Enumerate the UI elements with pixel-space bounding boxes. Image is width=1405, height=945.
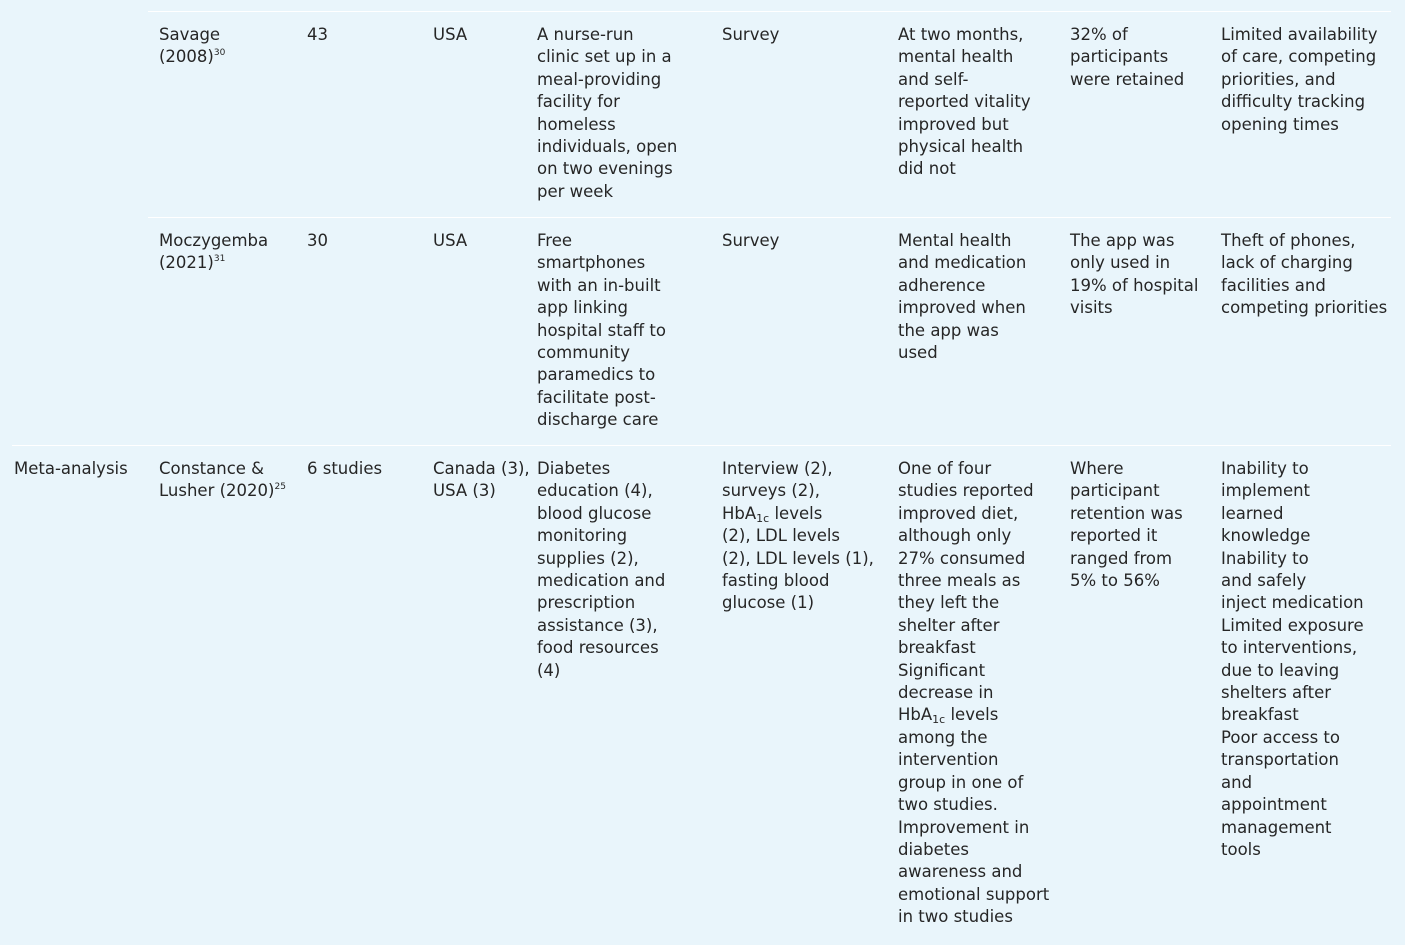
- row-divider: [12, 445, 1391, 446]
- country-cell: USA: [433, 25, 468, 44]
- sample-size-cell: 43: [307, 25, 328, 44]
- reference-number: 30: [213, 48, 226, 59]
- outcomes-cell: Mental health and medication adherence improved when the app was used: [898, 231, 1027, 363]
- barriers-cell: Inability to implement learned knowledge Inability to and safely inject medication Limited exposure to interventions, due to leaving shelters after breakfast Poor access to transportation and appointment management tools: [1221, 459, 1364, 859]
- retention-cell: 32% of participants were retained: [1070, 25, 1185, 89]
- reference-number: 25: [274, 482, 286, 493]
- sample-size-cell: 30: [307, 231, 328, 250]
- study-type-cell: Meta-analysis: [14, 459, 128, 478]
- country-cell: Canada (3), USA (3): [433, 459, 530, 501]
- barriers-cell: Theft of phones, lack of charging facilities and competing priorities: [1221, 231, 1388, 318]
- intervention-cell: Diabetes education (4), blood glucose monitoring supplies (2), medication and prescription assistance (3), food resources (4): [537, 459, 666, 680]
- author-cell: Savage (2008)$^{30}$: [159, 25, 226, 67]
- row-divider: [148, 11, 1391, 12]
- retention-cell: Where participant retention was reported it ranged from 5% to 56%: [1070, 459, 1183, 591]
- retention-cell: The app was only used in 19% of hospital visits: [1070, 231, 1199, 318]
- row-divider: [148, 217, 1391, 218]
- author-cell: Moczygemba (2021)$^{31}$: [159, 231, 269, 273]
- barriers-cell: Limited availability of care, competing priorities, and difficulty tracking opening times: [1221, 25, 1378, 134]
- reference-number: 31: [213, 254, 226, 265]
- outcomes-cell: One of four studies reported improved diet, although only 27% consumed three meals as they left the shelter after breakfast Significant decrease in HbA$_{1c}$ levels among the intervention group in one of two studies. Improvement in diabetes awareness and emotional support in two studies: [898, 459, 1050, 927]
- country-cell: USA: [433, 231, 468, 250]
- intervention-cell: Free smartphones with an in-built app linking hospital staff to community paramedics to facilitate post- discharge care: [537, 231, 666, 430]
- outcomes-cell: At two months, mental health and self- reported vitality improved but physical health did not: [898, 25, 1031, 179]
- data-collection-cell: Survey: [722, 25, 780, 44]
- sample-size-cell: 6 studies: [307, 459, 383, 478]
- data-collection-cell: Interview (2), surveys (2), HbA$_{1c}$ levels (2), LDL levels (2), LDL levels (1), fasting blood glucose (1): [722, 459, 874, 613]
- data-collection-cell: Survey: [722, 231, 780, 250]
- intervention-cell: A nurse-run clinic set up in a meal-providing facility for homeless individuals, open on two evenings per week: [537, 25, 678, 201]
- author-cell: Constance & Lusher (2020)$^{25}$: [159, 459, 286, 501]
